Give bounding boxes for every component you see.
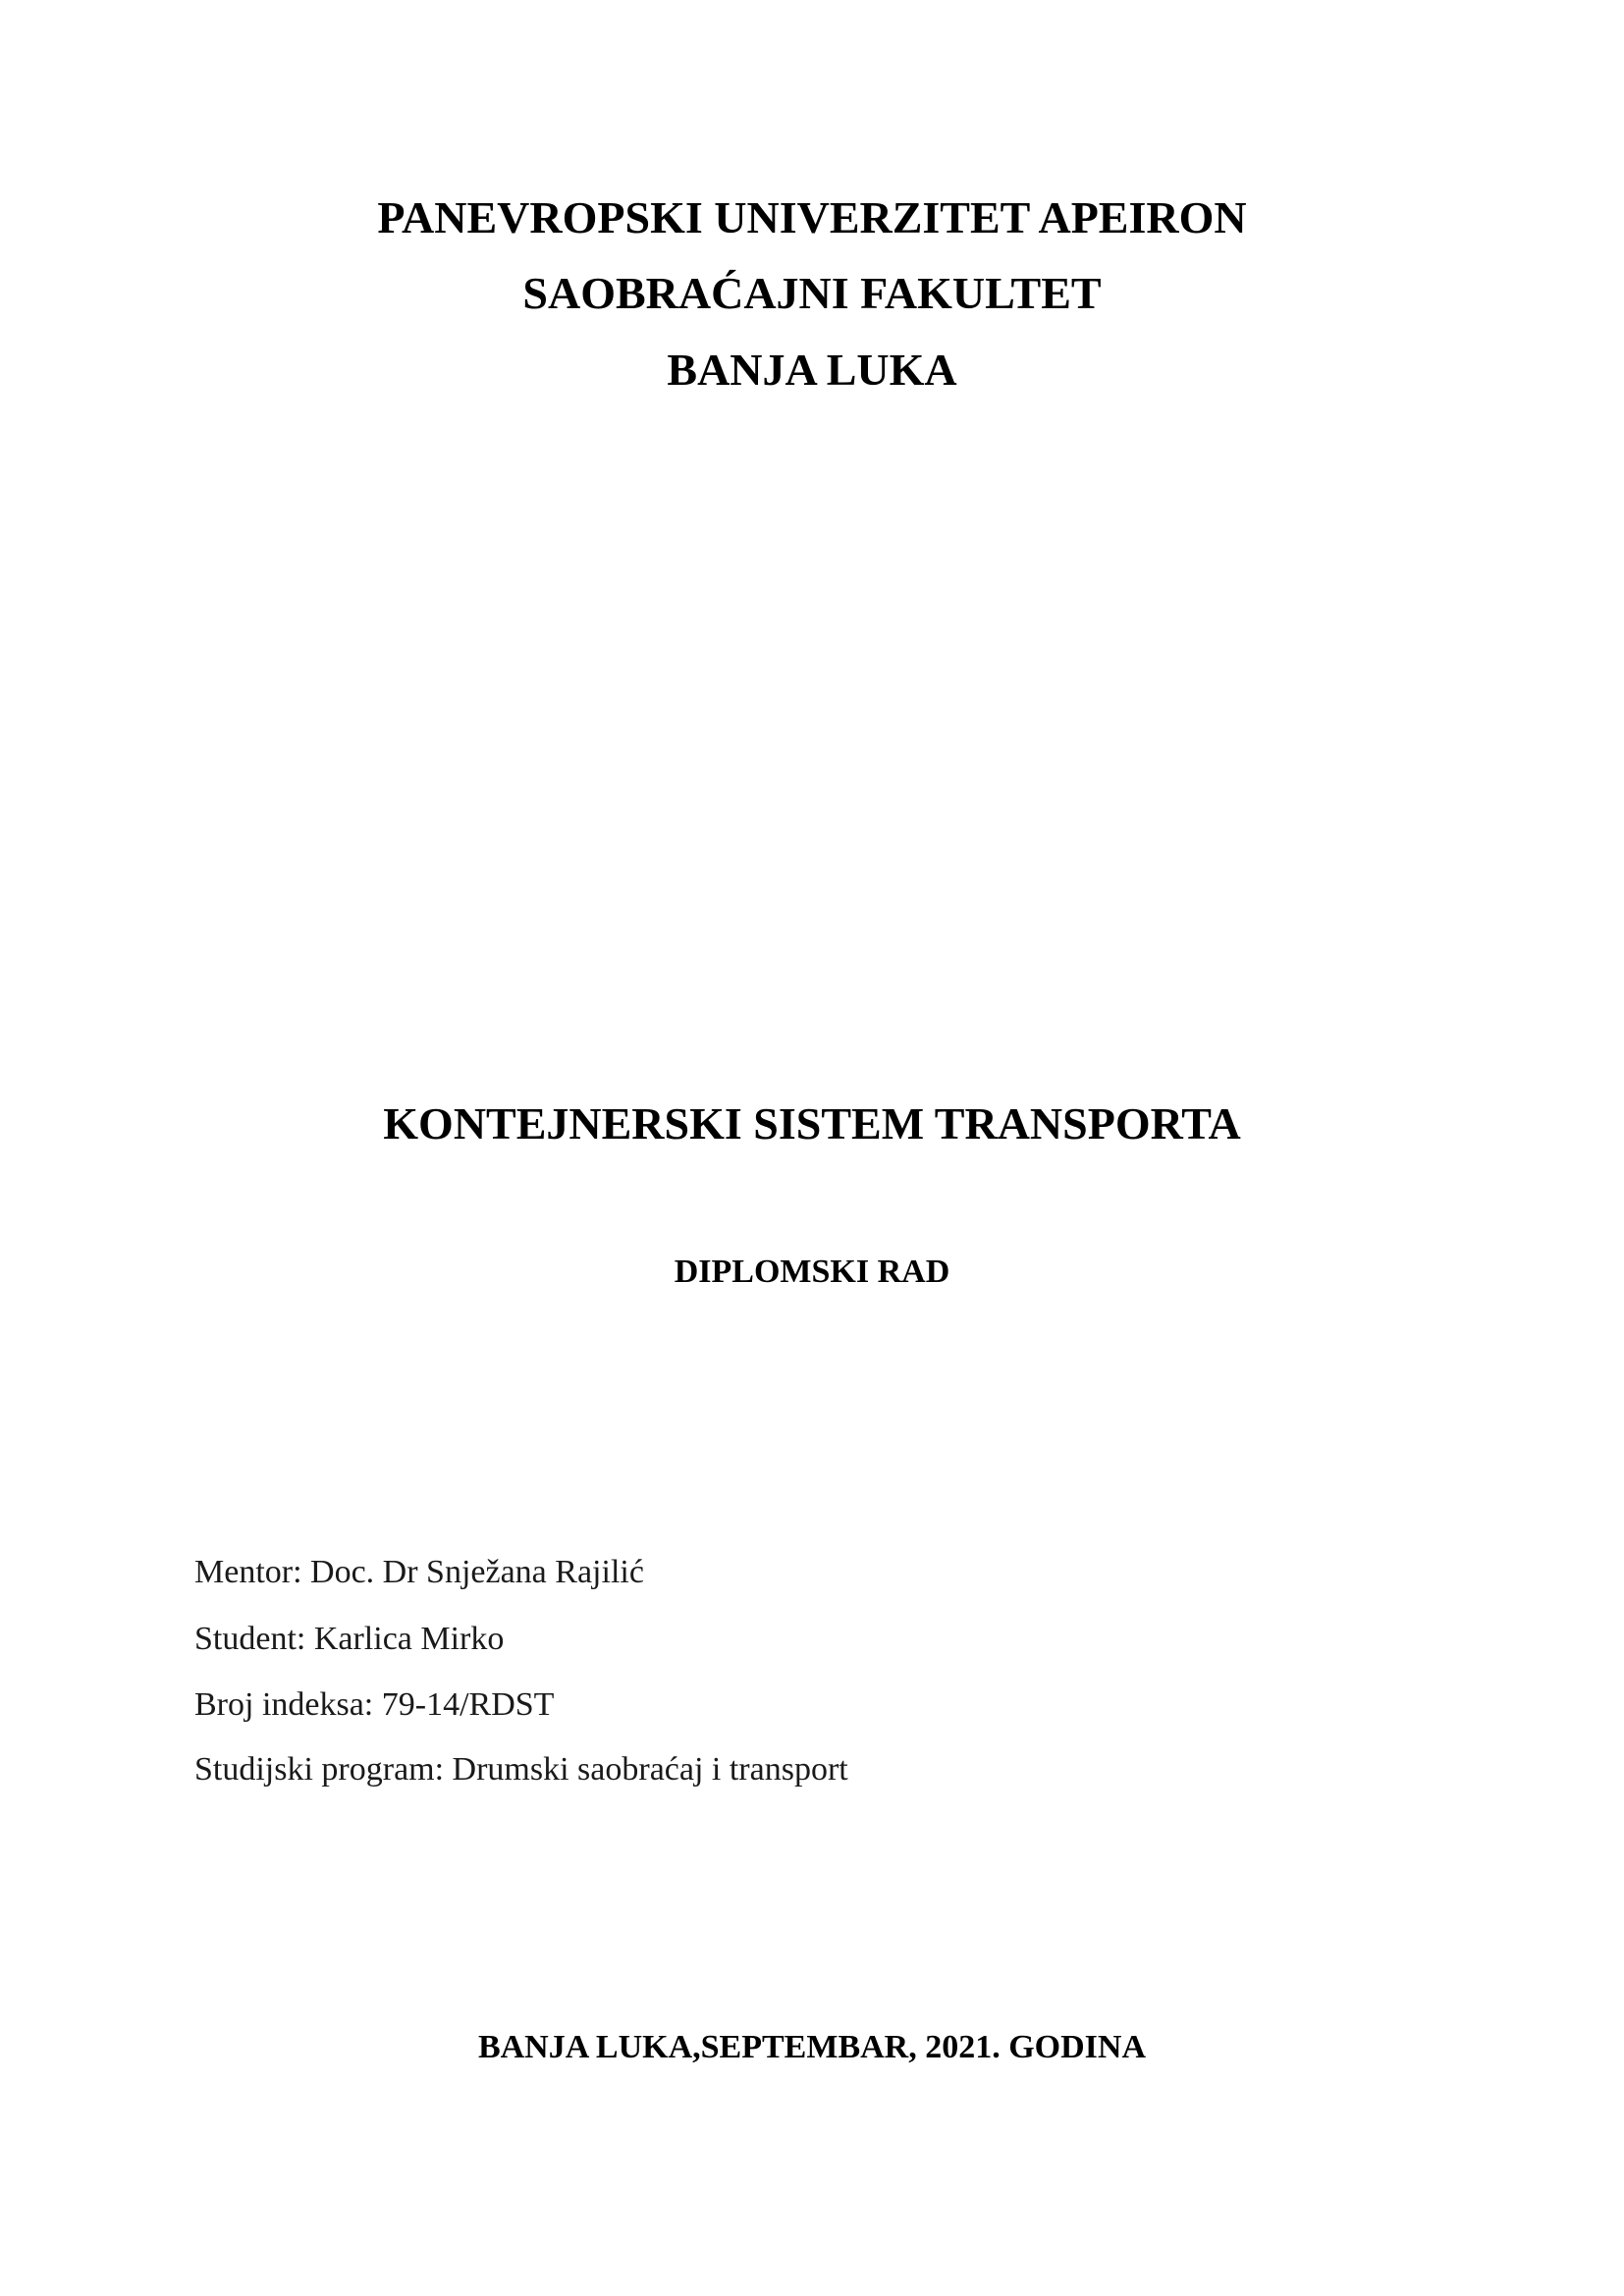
city-name: BANJA LUKA xyxy=(667,345,957,395)
student-line: Student: Karlica Mirko xyxy=(194,1621,505,1657)
program-line: Studijski program: Drumski saobraćaj i transport xyxy=(194,1751,848,1788)
place-date-footer: BANJA LUKA,SEPTEMBAR, 2021. GODINA xyxy=(477,2029,1147,2065)
thesis-title: KONTEJNERSKI SISTEM TRANSPORTA xyxy=(383,1098,1241,1148)
thesis-type: DIPLOMSKI RAD xyxy=(674,1254,950,1290)
index-line: Broj indeksa: 79-14/RDST xyxy=(194,1686,555,1723)
mentor-line: Mentor: Doc. Dr Snježana Rajilić xyxy=(194,1554,644,1590)
faculty-name: SAOBRAĆAJNI FAKULTET xyxy=(522,268,1102,318)
university-name: PANEVROPSKI UNIVERZITET APEIRON xyxy=(377,192,1247,242)
